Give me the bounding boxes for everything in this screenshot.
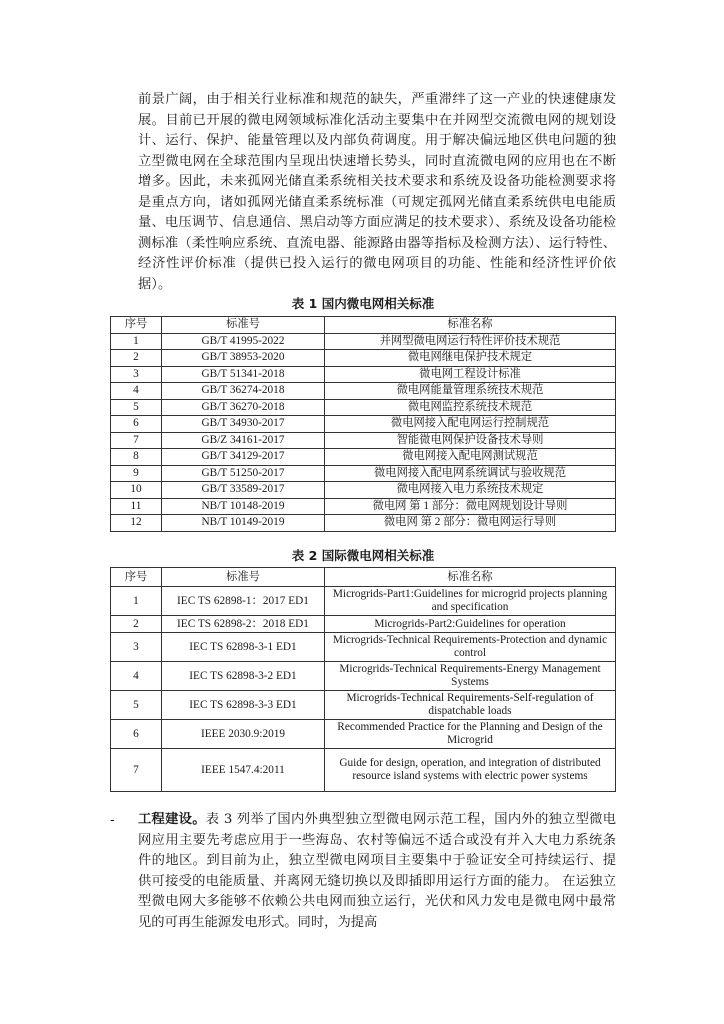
table-row <box>111 416 616 433</box>
table-row <box>111 333 616 350</box>
cell-standard-code: GB/T 33589-2017 <box>162 482 325 499</box>
cell-standard-name: 智能微电网保护设备技术导则 <box>325 432 616 449</box>
cell-no: 12 <box>111 515 162 532</box>
cell-standard-name: 微电网监控系统技术规范 <box>325 399 616 416</box>
table-row <box>111 350 616 367</box>
cell-standard-name: 微电网能量管理系统技术规范 <box>325 383 616 400</box>
cell-standard-code: NB/T 10149-2019 <box>162 515 325 532</box>
table-row <box>111 366 616 383</box>
cell-standard-name: Recommended Practice for the Planning and Design of the Microgrid <box>325 720 616 749</box>
table-row <box>111 498 616 515</box>
table-row <box>111 662 616 691</box>
cell-no: 7 <box>111 749 162 792</box>
table2-header-name: 标准名称 <box>325 568 616 587</box>
bullet-marker: - <box>110 812 115 828</box>
cell-standard-name: Microgrids-Part2:Guidelines for operation <box>325 616 616 633</box>
cell-standard-name: Microgrids-Part1:Guidelines for microgrid projects planning and specification <box>325 587 616 616</box>
table-row <box>111 432 616 449</box>
table-row <box>111 720 616 749</box>
table2-header-code: 标准号 <box>162 568 325 587</box>
table2-header-no: 序号 <box>111 568 162 587</box>
cell-standard-name: 微电网接入配电网系统调试与验收规范 <box>325 465 616 482</box>
table-row <box>111 482 616 499</box>
table-row <box>111 449 616 466</box>
cell-no: 8 <box>111 449 162 466</box>
table-row <box>111 383 616 400</box>
cell-standard-code: IEC TS 62898-3-3 ED1 <box>162 691 325 720</box>
cell-no: 1 <box>111 587 162 616</box>
cell-no: 2 <box>111 616 162 633</box>
cell-standard-code: IEC TS 62898-3-2 ED1 <box>162 662 325 691</box>
cell-standard-code: IEEE 2030.9:2019 <box>162 720 325 749</box>
cell-standard-name: 微电网接入配电网测试规范 <box>325 449 616 466</box>
cell-standard-code: GB/T 34930-2017 <box>162 416 325 433</box>
cell-standard-code: GB/T 38953-2020 <box>162 350 325 367</box>
table-row <box>111 691 616 720</box>
cell-no: 1 <box>111 333 162 350</box>
cell-standard-name: 微电网 第 2 部分：微电网运行导则 <box>325 515 616 532</box>
cell-standard-name: 并网型微电网运行特性评价技术规范 <box>325 333 616 350</box>
table1-header-row <box>111 317 616 334</box>
table1-header-name: 标准名称 <box>325 317 616 334</box>
cell-no: 6 <box>111 720 162 749</box>
cell-standard-name: 微电网工程设计标准 <box>325 366 616 383</box>
cell-standard-name: Microgrids-Technical Requirements-Energy Management Systems <box>325 662 616 691</box>
cell-no: 4 <box>111 662 162 691</box>
cell-no: 2 <box>111 350 162 367</box>
table-row <box>111 465 616 482</box>
table2-caption: 表 2 国际微电网相关标准 <box>291 548 435 563</box>
cell-standard-name: 微电网 第 1 部分：微电网规划设计导则 <box>325 498 616 515</box>
table1-header-no: 序号 <box>111 317 162 334</box>
table1-caption: 表 1 国内微电网相关标准 <box>291 296 435 311</box>
table-row <box>111 749 616 792</box>
cell-no: 4 <box>111 383 162 400</box>
cell-standard-code: GB/T 41995-2022 <box>162 333 325 350</box>
table-row <box>111 633 616 662</box>
cell-standard-name: Microgrids-Technical Requirements-Protection and dynamic control <box>325 633 616 662</box>
cell-no: 5 <box>111 399 162 416</box>
cell-standard-code: IEC TS 62898-3-1 ED1 <box>162 633 325 662</box>
cell-no: 10 <box>111 482 162 499</box>
table-row <box>111 616 616 633</box>
intro-paragraph: 前景广阔，由于相关行业标准和规范的缺失，严重滞绊了这一产业的快速健康发展。目前已开展的微电网领域标准化活动主要集中在并网型交流微电网的规划设计、运行、保护、能量管理以及内部负荷调度。用于解决偏远地区供电问题的独立型微电网在全球范围内呈现出快速增长势头，同时直流微电网的应用也在不断增多。因此，未来孤网光储直柔系统相关技术要求和系统及设备功能检测要求将是重点方向，诸如孤网光储直柔系统标准（可规定孤网光储直柔系统供电电能质量、电压调节、信息通信、黑启动等方面应满足的技术要求）、系统及设备功能检测标准（柔性响应系统、直流电器、能源路由器等指标及检测方法）、运行特性、经济性评价标准（提供已投入运行的微电网项目的功能、性能和经济性评价依据）。 <box>138 92 616 292</box>
table2-header-row <box>111 568 616 587</box>
construction-text: 表 3 列举了国内外典型独立型微电网示范工程，国内外的独立型微电网应用主要先考虑应用于一些海岛、农村等偏远不适合或没有并入大电力系统条件的地区。到目前为止，独立型微电网项目主要集中于验证安全可持续运行、提供可接受的电能质量、并离网无缝切换以及即插即用运行方面的能力。 在运独立型微电网大多能够不依赖公共电网而独立运行，光伏和风力发电是微电网中最常见的可再生能源发电形式。同时，为提高 <box>138 812 617 930</box>
cell-standard-code: GB/T 51250-2017 <box>162 465 325 482</box>
table2 <box>110 567 616 792</box>
cell-standard-code: IEEE 1547.4:2011 <box>162 749 325 792</box>
cell-standard-name: Guide for design, operation, and integration of distributed resource island systems with electric power systems <box>325 749 616 792</box>
cell-standard-code: NB/T 10148-2019 <box>162 498 325 515</box>
construction-heading: 工程建设。 <box>138 812 206 827</box>
table1 <box>110 316 616 532</box>
cell-no: 3 <box>111 633 162 662</box>
cell-standard-code: IEC TS 62898-1：2017 ED1 <box>162 587 325 616</box>
cell-standard-name: 微电网接入配电网运行控制规范 <box>325 416 616 433</box>
table-row <box>111 399 616 416</box>
cell-standard-name: 微电网接入电力系统技术规定 <box>325 482 616 499</box>
cell-standard-code: GB/T 51341-2018 <box>162 366 325 383</box>
cell-standard-code: IEC TS 62898-2：2018 ED1 <box>162 616 325 633</box>
cell-no: 11 <box>111 498 162 515</box>
cell-standard-code: GB/Z 34161-2017 <box>162 432 325 449</box>
cell-no: 9 <box>111 465 162 482</box>
cell-standard-name: 微电网继电保护技术规定 <box>325 350 616 367</box>
cell-no: 7 <box>111 432 162 449</box>
cell-standard-code: GB/T 34129-2017 <box>162 449 325 466</box>
cell-no: 3 <box>111 366 162 383</box>
table-row <box>111 587 616 616</box>
construction-paragraph <box>138 810 616 933</box>
cell-standard-name: Microgrids-Technical Requirements-Self-regulation of dispatchable loads <box>325 691 616 720</box>
cell-standard-code: GB/T 36270-2018 <box>162 399 325 416</box>
cell-standard-code: GB/T 36274-2018 <box>162 383 325 400</box>
cell-no: 6 <box>111 416 162 433</box>
table1-header-code: 标准号 <box>162 317 325 334</box>
table-row <box>111 515 616 532</box>
cell-no: 5 <box>111 691 162 720</box>
